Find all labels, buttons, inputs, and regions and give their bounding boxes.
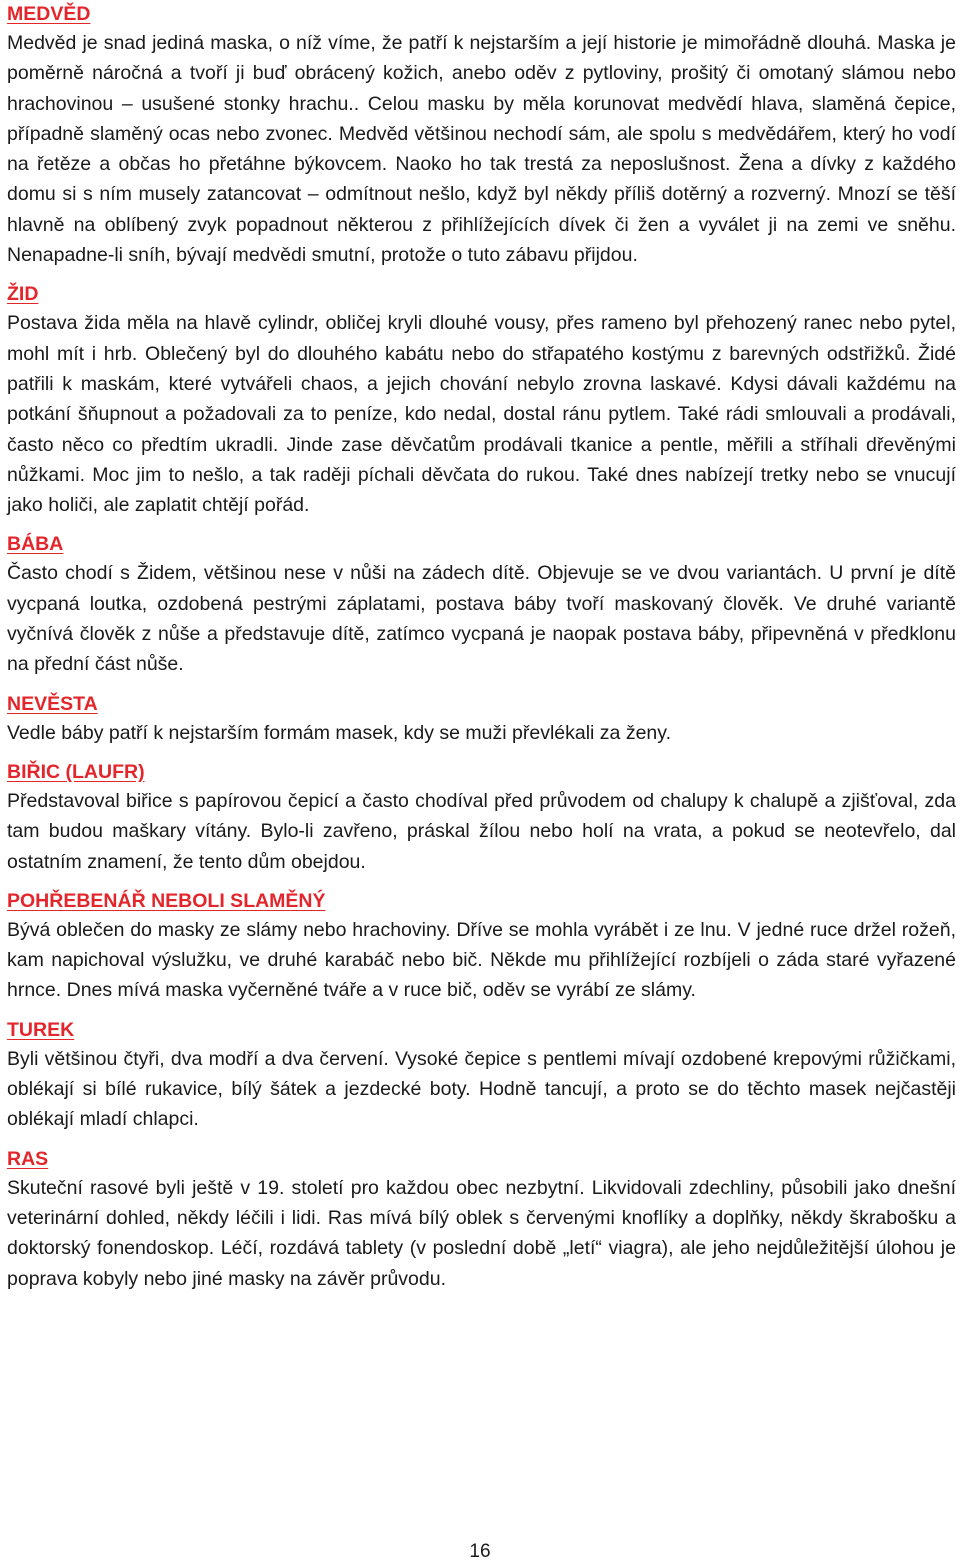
section-biric xyxy=(7,758,956,877)
section-paragraph: Často chodí s Židem, většinou nese v nůši na zádech dítě. Objevuje se ve dvou variantách. U první je dítě vycpaná loutka, ozdobená pestrými záplatami, postava báby tvoří maskovaný člověk. Ve druhé variantě vyčnívá člověk z nůše a představuje dítě, zatímco vycpaná je naopak postava báby, připevněná v předklonu na přední část nůše. xyxy=(7,562,956,676)
section-turek xyxy=(7,1016,956,1135)
section-heading: ŽID xyxy=(7,283,39,306)
section-heading: NEVĚSTA xyxy=(7,692,98,715)
section-nevesta xyxy=(7,690,956,748)
section-paragraph: Medvěd je snad jediná maska, o níž víme, že patří k nejstarším a její historie je mimořádně dlouhá. Maska je poměrně náročná a tvoří ji buď obrácený kožich, anebo oděv z pytloviny, prošitý či omotaný slámou nebo hrachovinou – usušené stonky hrachu.. Celou masku by měla korunovat medvědí hlava, slaměná čepice, případně slaměný ocas nebo zvonec. Medvěd většinou nechodí sám, ale spolu s medvědářem, který ho vodí na řetěze a občas ho přetáhne býkovcem. Naoko ho tak trestá za neposlušnost. Žena a dívky z každého domu si s ním musely zatancovat – odmítnout nešlo, když byl někdy příliš dotěrný a rozverný. Mnozí se těší hlavně na oblíbený zvyk popadnout některou z přihlížejících dívek či žen a vyválet ji na zemi ve sněhu. Nenapadne-li sníh, bývají medvědi smutní, protože o tuto zábavu přijdou. xyxy=(7,32,956,267)
section-paragraph: Bývá oblečen do masky ze slámy nebo hrachoviny. Dříve se mohla vyrábět i ze lnu. V jedné ruce držel rožeň, kam napichoval výslužku, ve druhé karabáč nebo bič. Někde mu přihlížející rozbíjeli o záda staré vyřazené hrnce. Dnes mívá maska vyčerněné tváře a v ruce bič, oděv se vyrábí ze slámy. xyxy=(7,918,956,1002)
page-number: 16 xyxy=(469,1541,491,1562)
section-medved xyxy=(7,0,956,270)
section-paragraph: Představoval biřice s papírovou čepicí a často chodíval před průvodem od chalupy k chalupě a zjišťoval, zda tam budou maškary vítány. Bylo-li zavřeno, práskal žílou nebo holí na vrata, a pokud se neotevřelo, dal ostatním znamení, že tento dům obejdou. xyxy=(7,789,956,873)
section-heading: BIŘIC (LAUFR) xyxy=(7,760,145,783)
section-heading: TUREK xyxy=(7,1018,75,1041)
section-heading: RAS xyxy=(7,1147,49,1170)
section-heading: BÁBA xyxy=(7,533,64,556)
section-paragraph: Skuteční rasové byli ještě v 19. století pro každou obec nezbytní. Likvidovali zdechliny, působili jako dnešní veterinární dohled, někdy léčili i lidi. Ras mívá bílý oblek s červenými knoflíky a doplňky, někdy škrabošku a doktorský fonendoskop. Léčí, rozdává tablety (v poslední době „letí“ viagra), ale jeho nejdůležitější úlohou je poprava kobyly nebo jiné masky na závěr průvodu. xyxy=(7,1176,956,1290)
section-heading: POHŘEBENÁŘ NEBOLI SLAMĚNÝ xyxy=(7,889,326,912)
section-zid xyxy=(7,280,956,520)
section-baba xyxy=(7,530,956,679)
section-heading: MEDVĚD xyxy=(7,3,91,25)
section-paragraph: Vedle báby patří k nejstarším formám masek, kdy se muži převlékali za ženy. xyxy=(7,721,671,744)
section-ras xyxy=(7,1145,956,1294)
section-paragraph: Byli většinou čtyři, dva modří a dva červení. Vysoké čepice s pentlemi mívají ozdobené krepovými růžičkami, oblékají si bílé rukavice, bílý šátek a jezdecké boty. Hodně tancují, a proto se do těchto masek nejčastěji oblékají mladí chlapci. xyxy=(7,1047,956,1131)
section-paragraph: Postava žida měla na hlavě cylindr, obličej kryli dlouhé vousy, přes rameno byl přehozený ranec nebo pytel, mohl mít i hrb. Oblečený byl do dlouhého kabátu nebo do střapatého kostýmu z barevných odstřižků. Židé patřili k maskám, které vytvářeli chaos, a jejich chování nebylo zrovna laskavé. Kdysi dávali každému na potkání šňupnout a požadovali za to peníze, kdo nedal, dostal ránu pytlem. Také rádi smlouvali a prodávali, často něco co předtím ukradli. Jinde zase děvčatům prodávali tkanice a pentle, měřili a stříhali dřevěnými nůžkami. Moc jim to nešlo, a tak raději píchali děvčata do rukou. Také dnes nabízejí tretky nebo se vnucují jako holiči, ale zaplatit chtějí pořád. xyxy=(7,312,956,517)
section-pohrebenar xyxy=(7,887,956,1006)
